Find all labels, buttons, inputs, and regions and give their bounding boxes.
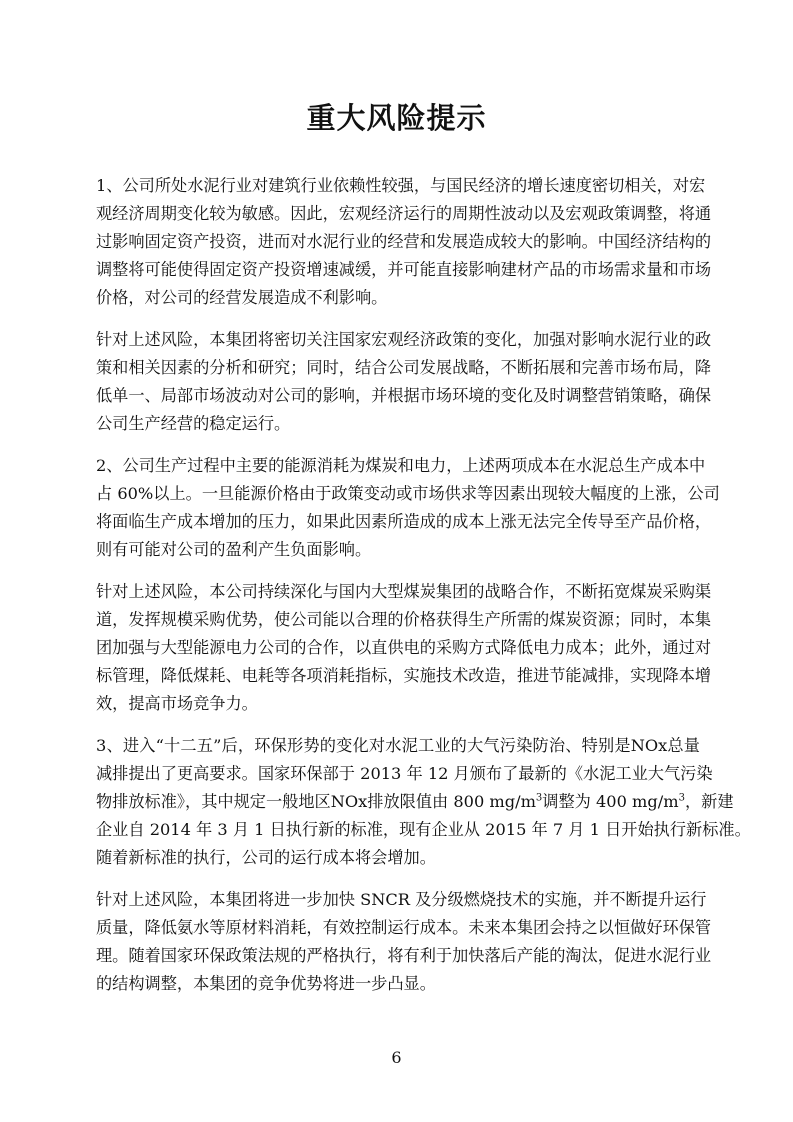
- text-segment: 调整为 400 mg/m: [542, 792, 679, 811]
- paragraph-response-2: [96, 578, 712, 718]
- text-line: 标管理，降低煤耗、电耗等各项消耗指标，实施技术改造，推进节能减排，实现降本增: [96, 666, 712, 685]
- paragraph-response-3: [96, 886, 712, 998]
- text-line: 理。随着国家环保政策法规的严格执行，将有利于加快落后产能的淘汰，促进水泥行业: [96, 946, 712, 965]
- paragraph-response-1: [96, 326, 712, 438]
- paragraph-risk-2: [96, 452, 720, 564]
- text-line: 调整将可能使得固定资产投资增速减缓，并可能直接影响建材产品的市场需求量和市场: [96, 260, 712, 279]
- document-body: [96, 172, 751, 1012]
- page-title: 重大风险提示: [306, 101, 487, 135]
- text-line: 过影响固定资产投资，进而对水泥行业的经营和发展造成较大的影响。中国经济结构的: [96, 232, 712, 251]
- text-line: 占 60%以上。一旦能源价格由于政策变动或市场供求等因素出现较大幅度的上涨，公司: [96, 484, 720, 503]
- superscript: 3: [678, 792, 685, 804]
- superscript: 3: [535, 792, 543, 804]
- text-line: 针对上述风险，本集团将密切关注国家宏观经济政策的变化，加强对影响水泥行业的政: [96, 330, 712, 349]
- text-line: 针对上述风险，本集团将进一步加快 SNCR 及分级燃烧技术的实施，并不断提升运行: [96, 890, 707, 909]
- text-line: 的结构调整，本集团的竞争优势将进一步凸显。: [96, 974, 436, 993]
- text-line: 随着新标准的执行，公司的运行成本将会增加。: [96, 848, 436, 867]
- text-line: 价格，对公司的经营发展造成不利影响。: [96, 288, 388, 307]
- text-line: 策和相关因素的分析和研究；同时，结合公司发展战略，不断拓展和完善市场布局，降: [96, 358, 712, 377]
- text-line: 公司生产经营的稳定运行。: [96, 414, 291, 433]
- text-line: 1、公司所处水泥行业对建筑行业依赖性较强，与国民经济的增长速度密切相关，对宏: [96, 176, 706, 195]
- text-line: 低单一、局部市场波动对公司的影响，并根据市场环境的变化及时调整营销策略，确保: [96, 386, 712, 405]
- text-line: 效，提高市场竞争力。: [96, 694, 258, 713]
- text-line: 道，发挥规模采购优势，使公司能以合理的价格获得生产所需的煤炭资源；同时，本集: [96, 610, 712, 629]
- paragraph-risk-3: [96, 732, 751, 872]
- text-line: 观经济周期变化较为敏感。因此，宏观经济运行的周期性波动以及宏观政策调整，将通: [96, 204, 712, 223]
- text-line-with-superscripts: [96, 788, 734, 816]
- text-line: 质量，降低氨水等原材料消耗，有效控制运行成本。未来本集团会持之以恒做好环保管: [96, 918, 712, 937]
- text-line: 针对上述风险，本公司持续深化与国内大型煤炭集团的战略合作，不断拓宽煤炭采购渠: [96, 582, 712, 601]
- text-line: 则有可能对公司的盈利产生负面影响。: [96, 540, 372, 559]
- paragraph-risk-1: [96, 172, 712, 312]
- text-line: 2、公司生产过程中主要的能源消耗为煤炭和电力，上述两项成本在水泥总生产成本中: [96, 456, 706, 475]
- page-number: 6: [391, 1048, 402, 1067]
- text-line: 3、进入“十二五”后，环保形势的变化对水泥工业的大气污染防治、特别是NOx总量: [96, 736, 700, 755]
- text-line: 将面临生产成本增加的压力，如果此因素所造成的成本上涨无法完全传导至产品价格，: [96, 512, 712, 531]
- text-line: 减排提出了更高要求。国家环保部于 2013 年 12 月颁布了最新的《水泥工业大气污染: [96, 764, 713, 783]
- text-line: 团加强与大型能源电力公司的合作，以直供电的采购方式降低电力成本；此外，通过对: [96, 638, 712, 657]
- text-segment: 物排放标准》，其中规定一般地区NOx排放限值由 800 mg/m: [96, 792, 536, 811]
- text-line: 企业自 2014 年 3 月 1 日执行新的标准，现有企业从 2015 年 7 月 1 日开始执行新标准。: [96, 820, 751, 839]
- text-segment: ，新建: [684, 792, 734, 811]
